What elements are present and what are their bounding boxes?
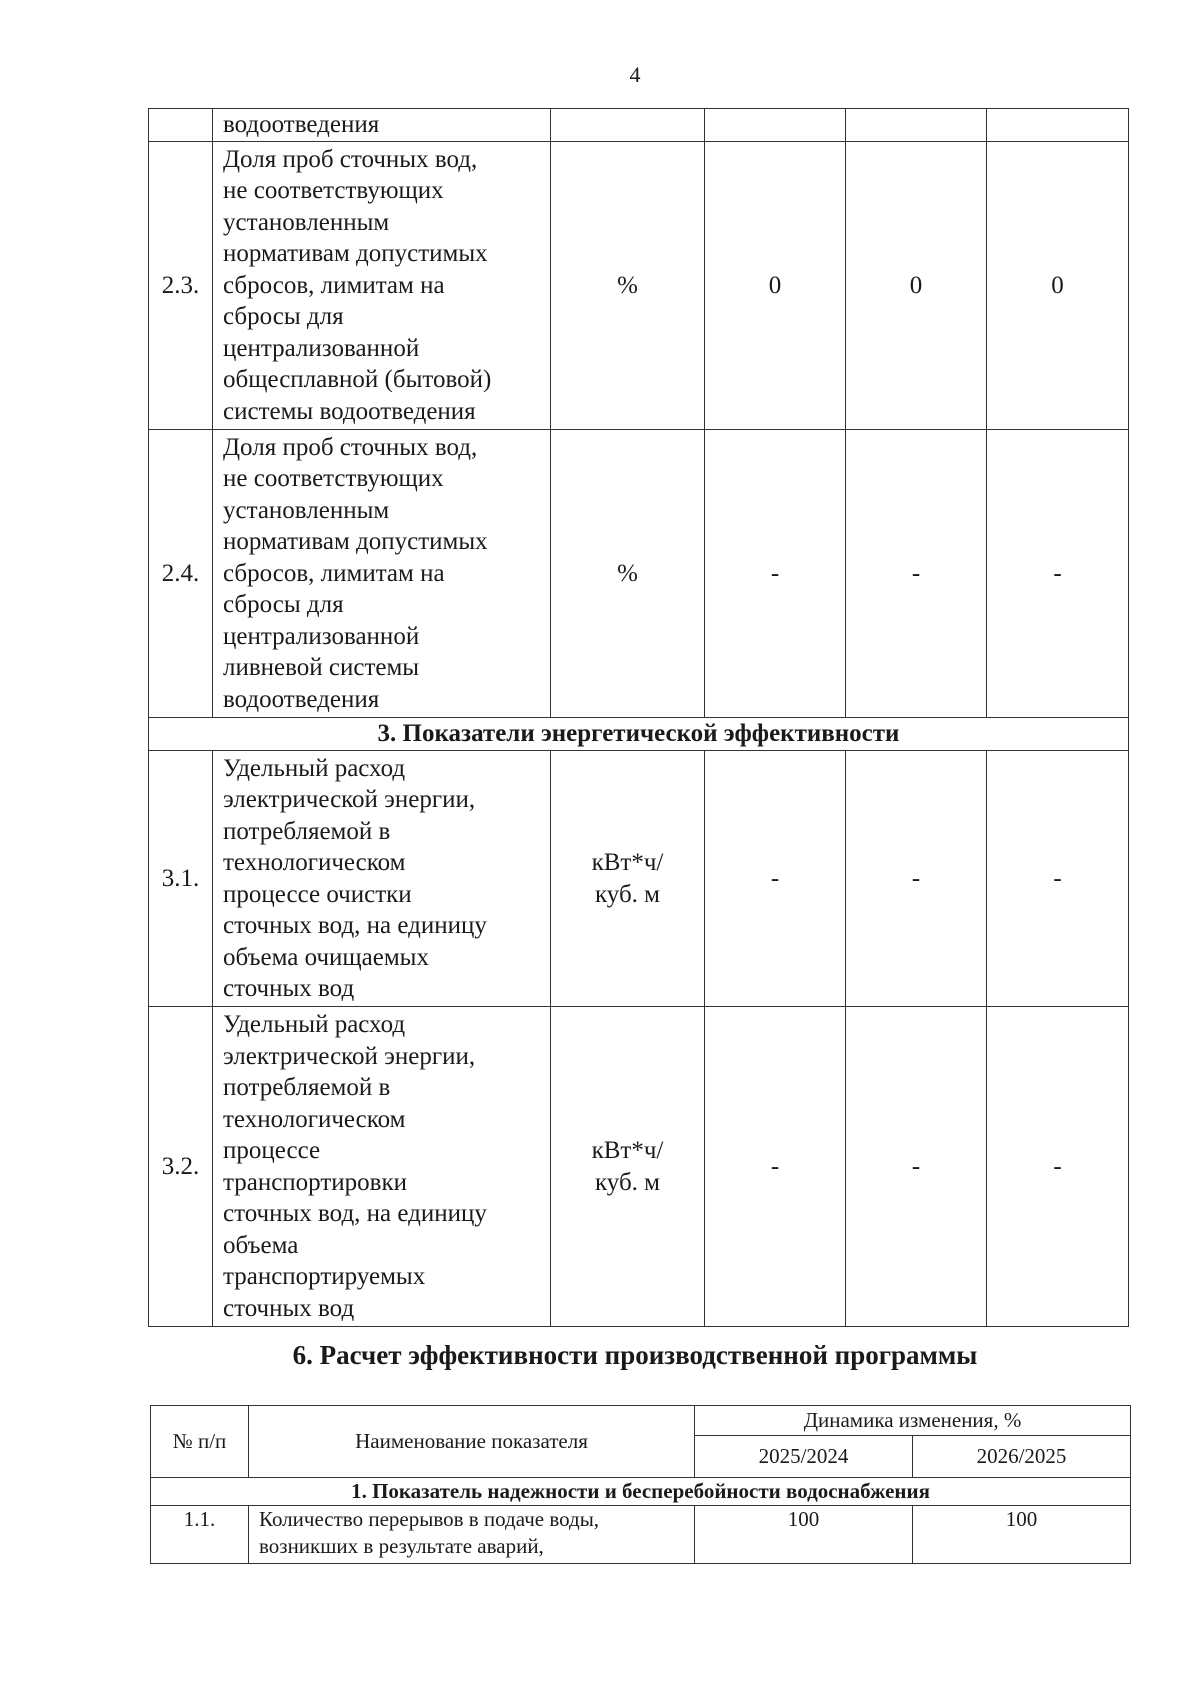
value-cell: - [705, 1007, 846, 1327]
unit-cell: кВт*ч/ куб. м [551, 1007, 705, 1327]
table-row [149, 751, 1129, 1007]
indicator-name: Удельный расход электрической энергии, потребляемой в технологическом процессе транспортировки сточных вод, на единицу объема транспортируемых сточных вод [213, 1007, 551, 1327]
row-number: 3.1. [149, 751, 213, 1007]
table-row [149, 142, 1129, 430]
indicator-name: Удельный расход электрической энергии, потребляемой в технологическом процессе очистки сточных вод, на единицу объема очищаемых сточных вод [213, 751, 551, 1007]
indicator-name: Количество перерывов в подаче воды, возникших в результате аварий, [249, 1506, 695, 1564]
value-cell: 100 [695, 1506, 913, 1564]
value-cell: 100 [913, 1506, 1131, 1564]
indicator-name: Доля проб сточных вод, не соответствующих установленным нормативам допустимых сбросов, лимитам на сбросы для централизованной общесплавной (бытовой) системы водоотведения [213, 142, 551, 430]
value-cell: - [987, 430, 1129, 718]
value-cell: - [705, 751, 846, 1007]
section-row [151, 1478, 1131, 1506]
value-cell: - [987, 1007, 1129, 1327]
table-row [149, 1007, 1129, 1327]
section-row [149, 718, 1129, 751]
indicators-table [148, 108, 1129, 1327]
value-cell: - [846, 430, 987, 718]
indicator-name: Доля проб сточных вод, не соответствующих установленным нормативам допустимых сбросов, лимитам на сбросы для централизованной ливневой системы водоотведения [213, 430, 551, 718]
unit-cell: кВт*ч/ куб. м [551, 751, 705, 1007]
table-row [149, 109, 1129, 142]
unit-cell: % [551, 142, 705, 430]
header-year: 2026/2025 [913, 1436, 1131, 1478]
header-year: 2025/2024 [695, 1436, 913, 1478]
header-row [151, 1406, 1131, 1436]
value-cell: - [846, 751, 987, 1007]
row-number: 3.2. [149, 1007, 213, 1327]
row-number: 1.1. [151, 1506, 249, 1564]
header-dynamics: Динамика изменения, % [695, 1406, 1131, 1436]
unit-cell: % [551, 430, 705, 718]
table-row [151, 1506, 1131, 1564]
value-cell: - [846, 1007, 987, 1327]
table-row [149, 430, 1129, 718]
value-cell [987, 109, 1129, 142]
row-number: 2.3. [149, 142, 213, 430]
header-name: Наименование показателя [249, 1406, 695, 1478]
value-cell: - [987, 751, 1129, 1007]
value-cell: - [705, 430, 846, 718]
page-number: 4 [629, 62, 641, 87]
row-number: 2.4. [149, 430, 213, 718]
value-cell: 0 [705, 142, 846, 430]
row-number [149, 109, 213, 142]
value-cell [705, 109, 846, 142]
value-cell [846, 109, 987, 142]
value-cell: 0 [846, 142, 987, 430]
section-title: 3. Показатели энергетической эффективности [149, 718, 1129, 751]
section-6-title: 6. Расчет эффективности производственной программы [292, 1340, 978, 1370]
section-title: 1. Показатель надежности и бесперебойности водоснабжения [151, 1478, 1131, 1506]
efficiency-table [150, 1405, 1131, 1564]
header-num: № п/п [151, 1406, 249, 1478]
unit-cell [551, 109, 705, 142]
value-cell: 0 [987, 142, 1129, 430]
indicator-name: водоотведения [213, 109, 551, 142]
